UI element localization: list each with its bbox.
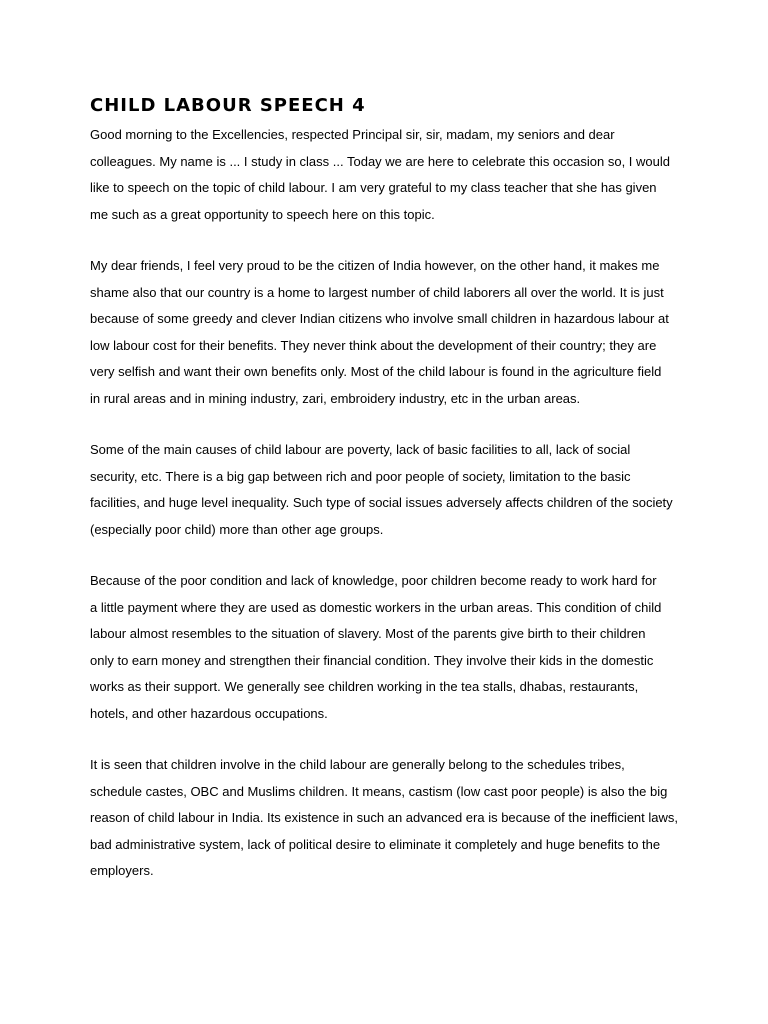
text-line: only to earn money and strengthen their financial condition. They involve their kids in the domestic [90,652,654,668]
paragraph-2 [90,253,690,412]
text-line: because of some greedy and clever Indian citizens who involve small children in hazardous labour at [90,311,669,326]
text-line: (especially poor child) more than other age groups. [90,521,384,537]
text-line: in rural areas and in mining industry, zari, embroidery industry, etc in the urban areas. [90,390,581,406]
text-line: Because of the poor condition and lack of knowledge, poor children become ready to work hard for [90,573,657,588]
text-line: a little payment where they are used as domestic workers in the urban areas. This condition of child [90,599,662,615]
text-line: shame also that our country is a home to largest number of child laborers all over the world. It is just [90,284,664,300]
text-line: facilities, and huge level inequality. Such type of social issues adversely affects children of the society [90,495,673,510]
text-line: me such as a great opportunity to speech here on this topic. [90,206,435,222]
text-line: It is seen that children involve in the child labour are generally belong to the schedules tribes, [90,757,625,772]
paragraph-5 [90,752,690,885]
paragraph-1 [90,122,690,228]
document-title: CHILD LABOUR SPEECH 4 [90,95,366,116]
text-line: hotels, and other hazardous occupations. [90,705,328,721]
text-line: schedule castes, OBC and Muslims children. It means, castism (low cast poor people) is also the big [90,783,668,799]
text-line: bad administrative system, lack of political desire to eliminate it completely and huge benefits to the [90,836,661,852]
text-line: security, etc. There is a big gap between rich and poor people of society, limitation to the basic [90,468,631,484]
text-line: reason of child labour in India. Its existence in such an advanced era is because of the inefficient laws, [90,810,679,825]
text-line: works as their support. We generally see children working in the tea stalls, dhabas, restaurants, [90,679,639,694]
text-line: low labour cost for their benefits. They never think about the development of their country; they are [90,337,657,353]
text-line: My dear friends, I feel very proud to be the citizen of India however, on the other hand, it makes me [90,258,660,273]
text-line: very selfish and want their own benefits only. Most of the child labour is found in the agriculture field [90,364,662,379]
paragraph-3 [90,437,690,543]
text-line: labour almost resembles to the situation of slavery. Most of the parents give birth to their children [90,626,646,641]
text-line: Good morning to the Excellencies, respected Principal sir, sir, madam, my seniors and dear [90,127,615,142]
paragraph-4 [90,568,690,727]
text-line: Some of the main causes of child labour are poverty, lack of basic facilities to all, lack of social [90,442,631,457]
text-line: colleagues. My name is ... I study in class ... Today we are here to celebrate this occasion so, I would [90,153,670,169]
text-line: like to speech on the topic of child labour. I am very grateful to my class teacher that she has given [90,180,657,195]
text-line: employers. [90,863,154,878]
